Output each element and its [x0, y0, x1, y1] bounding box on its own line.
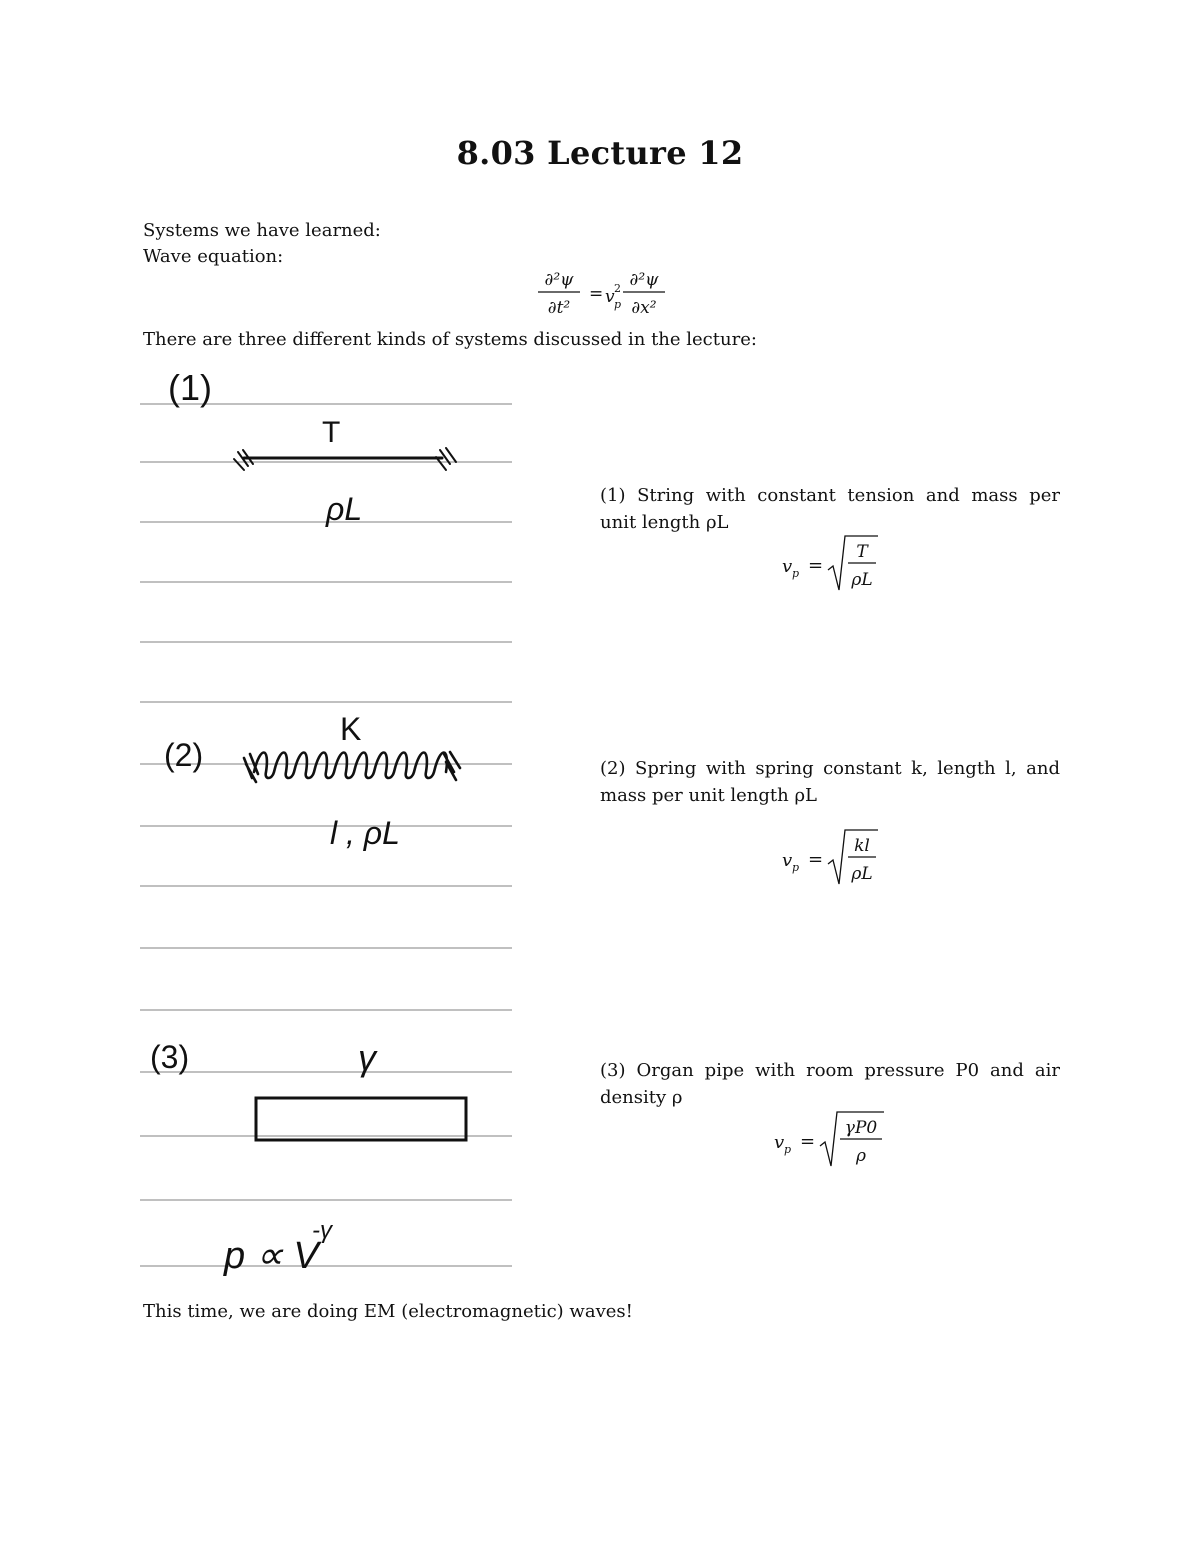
- svg-text:v: v: [774, 1132, 785, 1153]
- page-title: 8.03 Lecture 12: [456, 134, 744, 172]
- system-2-formula: [778, 826, 918, 892]
- wave-eq-equals: =: [589, 284, 604, 304]
- sketch-spring-length-density: l , ρL: [330, 815, 400, 851]
- sketch-label-2: (2): [164, 737, 204, 773]
- system-1-description: (1) String with constant tension and mass per unit length ρL: [600, 485, 1060, 533]
- system-3-denominator: ρ: [856, 1146, 866, 1166]
- sketch-adiabatic-law: p ∝ V: [224, 1235, 319, 1277]
- svg-text:=: =: [800, 1131, 816, 1152]
- svg-text:p: p: [792, 567, 800, 580]
- wave-equation: [535, 265, 675, 325]
- intro-systems-learned: Systems we have learned:: [143, 220, 381, 241]
- system-2-description: (2) Spring with spring constant k, length l, and mass per unit length ρL: [600, 758, 1060, 806]
- string-drawing: [234, 448, 456, 470]
- svg-text:v: v: [782, 556, 793, 577]
- svg-text:v: v: [782, 850, 793, 871]
- system-3-description: (3) Organ pipe with room pressure P0 and air density ρ: [600, 1060, 1060, 1108]
- intro-wave-equation: Wave equation:: [143, 246, 284, 267]
- wave-eq-coefficient-sup: 2: [614, 282, 621, 295]
- svg-text:p: p: [792, 861, 800, 874]
- ruled-lines: [140, 404, 512, 1266]
- organ-pipe-drawing: [256, 1098, 466, 1140]
- wave-eq-coefficient-sub: p: [614, 298, 622, 311]
- closing-line: This time, we are doing EM (electromagnetic) waves!: [143, 1301, 633, 1322]
- sketch-adiabatic-exponent: -γ: [312, 1217, 332, 1244]
- sketch-label-1: (1): [168, 367, 212, 408]
- sketch-density-label-1: ρL: [326, 491, 363, 527]
- wave-eq-rhs-denominator: ∂x²: [631, 298, 657, 318]
- wave-eq-lhs-denominator: ∂t²: [547, 298, 571, 318]
- system-3-numerator: γP0: [844, 1118, 878, 1138]
- system-2-denominator: ρL: [851, 864, 873, 884]
- svg-text:=: =: [808, 555, 824, 576]
- system-1-formula: [778, 530, 918, 596]
- wave-eq-rhs-numerator: ∂²ψ: [629, 270, 659, 290]
- wave-eq-lhs-numerator: ∂²ψ: [544, 270, 574, 290]
- wave-eq-coefficient: v: [605, 287, 615, 307]
- sketch-label-3: (3): [150, 1039, 190, 1075]
- svg-text:=: =: [808, 849, 824, 870]
- sketch-gamma-label: γ: [358, 1037, 376, 1078]
- system-1-numerator: T: [856, 542, 868, 562]
- sketch-k-label: K: [340, 711, 362, 747]
- system-3-formula: [770, 1106, 910, 1172]
- spring-drawing: [244, 752, 460, 782]
- string-left-anchor: [234, 450, 253, 470]
- intro-three-systems: There are three different kinds of systems discussed in the lecture:: [143, 329, 757, 350]
- system-1-denominator: ρL: [851, 570, 873, 590]
- sketch-tension-label: T: [322, 416, 341, 449]
- system-2-numerator: kl: [854, 836, 870, 856]
- svg-text:p: p: [784, 1143, 792, 1156]
- handwritten-sketch: [140, 362, 512, 1286]
